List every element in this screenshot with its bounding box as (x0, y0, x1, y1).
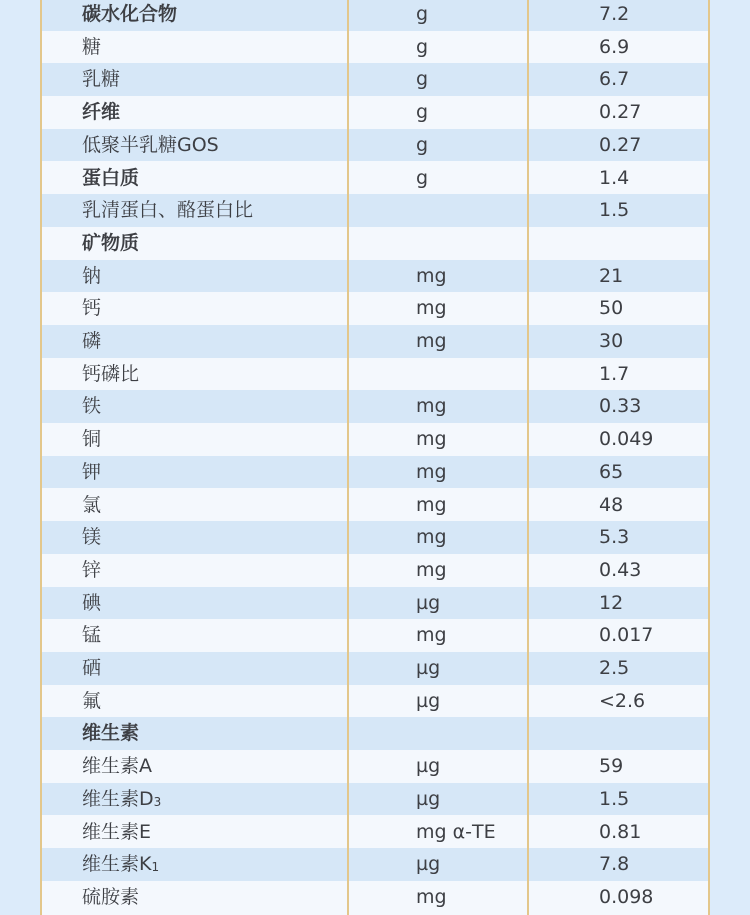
nutrient-value: 12 (599, 591, 624, 614)
nutrient-unit: µg (416, 689, 441, 712)
nutrient-name (82, 194, 253, 227)
nutrient-name (82, 619, 101, 652)
column-divider-unit-value (527, 0, 529, 915)
nutrient-name-text: 碳水化合物 (82, 3, 178, 25)
nutrient-unit: µg (416, 657, 441, 679)
table-row (42, 554, 708, 587)
nutrient-value: 6.7 (599, 68, 630, 91)
nutrient-value: 21 (599, 264, 624, 287)
nutrient-value: 0.098 (599, 885, 654, 908)
nutrient-subscript: 1 (151, 860, 160, 875)
nutrient-unit: mg (416, 297, 447, 320)
nutrient-name-text: 低聚半乳糖GOS (82, 133, 219, 156)
nutrient-unit: µg (416, 787, 441, 810)
nutrient-name (82, 521, 101, 554)
nutrient-unit: mg (416, 624, 447, 647)
nutrient-name (82, 717, 139, 750)
nutrient-name-text: 氟 (82, 689, 102, 712)
nutrient-name (82, 0, 177, 31)
nutrient-value: 1.5 (599, 787, 630, 810)
nutrient-name-text: 钙 (82, 297, 102, 320)
nutrient-name-text: 钠 (82, 264, 102, 287)
table-row (42, 881, 708, 914)
nutrient-name (82, 96, 120, 129)
nutrient-value: 1.4 (599, 166, 630, 189)
nutrient-unit: g (416, 101, 429, 124)
table-row (42, 456, 708, 489)
table-row (42, 619, 708, 652)
nutrient-value: 0.81 (599, 820, 642, 843)
nutrient-unit: g (416, 3, 429, 25)
table-row (42, 489, 708, 522)
nutrient-unit: mg (416, 526, 447, 549)
nutrient-unit: µg (416, 755, 441, 778)
nutrient-unit: mg (416, 395, 447, 418)
nutrient-unit: g (416, 166, 429, 189)
table-row (42, 0, 708, 31)
nutrient-unit: µg (416, 853, 441, 876)
nutrient-name-text: 乳清蛋白、酪蛋白比 (82, 199, 254, 222)
table-row (42, 423, 708, 456)
nutrient-value: 1.5 (599, 199, 630, 222)
nutrient-name (82, 816, 151, 849)
nutrient-value: 48 (599, 493, 624, 516)
nutrient-name-text: 铁 (82, 395, 102, 418)
nutrient-name-text: 乳糖 (82, 68, 121, 91)
nutrient-name-text: 维生素E (82, 820, 152, 843)
nutrient-name-text: 铜 (82, 428, 102, 451)
nutrient-name-text: 糖 (82, 35, 102, 58)
nutrient-name-text: 蛋白质 (82, 166, 140, 189)
nutrient-unit: g (416, 68, 429, 91)
nutrient-value: 0.43 (599, 558, 642, 581)
nutrient-unit: g (416, 35, 429, 58)
table-row (42, 587, 708, 620)
nutrient-unit: mg (416, 558, 447, 581)
table-row (42, 227, 708, 260)
nutrient-unit: mg (416, 428, 447, 451)
nutrient-value: 65 (599, 460, 624, 483)
table-row (42, 194, 708, 227)
nutrient-name (82, 227, 139, 260)
nutrient-name (82, 489, 101, 522)
nutrient-name-text: 氯 (82, 493, 102, 516)
table-row (42, 31, 708, 64)
nutrient-unit: mg (416, 330, 447, 352)
nutrient-name (82, 129, 219, 162)
table-row (42, 652, 708, 685)
nutrient-name (82, 63, 120, 96)
nutrient-unit: mg α-TE (416, 820, 496, 843)
nutrient-value: 5.3 (599, 526, 630, 549)
nutrient-name-text: 钾 (82, 460, 102, 483)
nutrient-name (82, 162, 139, 195)
nutrient-name (82, 31, 101, 64)
table-row (42, 750, 708, 783)
nutrient-value: 0.049 (599, 428, 654, 451)
nutrient-value: 30 (599, 330, 624, 352)
table-row (42, 521, 708, 554)
nutrient-value: 59 (599, 755, 624, 778)
nutrient-name (82, 423, 101, 456)
nutrient-name-text: 维生素A (82, 755, 152, 778)
nutrient-name (82, 456, 101, 489)
nutrient-value: 1.7 (599, 362, 630, 385)
table-row (42, 717, 708, 750)
nutrient-unit: mg (416, 264, 447, 287)
nutrient-name (82, 881, 139, 914)
nutrient-name (82, 390, 101, 423)
nutrient-name (82, 260, 101, 293)
nutrient-value: 50 (599, 297, 624, 320)
nutrient-name-text: 维生素D (82, 787, 154, 810)
nutrient-value: 0.27 (599, 101, 642, 124)
table-row (42, 848, 708, 881)
column-divider-name-unit (347, 0, 349, 915)
table-row (42, 96, 708, 129)
nutrient-unit: g (416, 133, 429, 156)
nutrient-name-text: 碘 (82, 591, 102, 614)
table-row (42, 816, 708, 849)
nutrient-value: 7.2 (599, 3, 630, 25)
table-row (42, 162, 708, 195)
table-row (42, 325, 708, 358)
nutrient-name (82, 554, 101, 587)
nutrient-name-text: 磷 (82, 330, 102, 352)
nutrient-unit: mg (416, 460, 447, 483)
nutrient-name-text: 硫胺素 (82, 885, 140, 908)
nutrient-name (82, 292, 101, 325)
nutrient-name-text: 锰 (82, 624, 102, 647)
nutrient-value: 0.33 (599, 395, 642, 418)
nutrient-name (82, 358, 139, 391)
nutrient-value: <2.6 (599, 689, 646, 712)
nutrient-value: 0.017 (599, 624, 654, 647)
nutrient-value: 7.8 (599, 853, 630, 876)
nutrient-name-text: 维生素 (82, 722, 140, 745)
table-row (42, 783, 708, 816)
table-row (42, 358, 708, 391)
nutrient-name-text: 镁 (82, 526, 102, 549)
table-row (42, 292, 708, 325)
nutrient-unit: mg (416, 885, 447, 908)
nutrition-table (40, 0, 710, 915)
nutrient-name (82, 685, 101, 718)
nutrient-value: 0.27 (599, 133, 642, 156)
nutrient-value: 6.9 (599, 35, 630, 58)
table-row (42, 685, 708, 718)
nutrient-subscript: 3 (153, 794, 162, 809)
nutrient-value: 2.5 (599, 657, 630, 679)
nutrient-name-text: 钙磷比 (82, 362, 140, 385)
nutrient-name (82, 325, 101, 358)
nutrient-name (82, 848, 159, 881)
nutrient-name (82, 783, 161, 816)
nutrient-name-text: 矿物质 (82, 231, 140, 254)
nutrient-name (82, 750, 152, 783)
nutrient-name-text: 锌 (82, 558, 102, 581)
table-row (42, 129, 708, 162)
nutrient-name-text: 纤维 (82, 101, 121, 124)
nutrient-unit: µg (416, 591, 441, 614)
nutrient-unit: mg (416, 493, 447, 516)
nutrient-name-text: 维生素K (82, 853, 152, 876)
table-row (42, 260, 708, 293)
nutrient-name (82, 652, 101, 685)
table-row (42, 63, 708, 96)
nutrient-name-text: 硒 (82, 657, 102, 679)
nutrient-name (82, 587, 101, 620)
table-row (42, 390, 708, 423)
